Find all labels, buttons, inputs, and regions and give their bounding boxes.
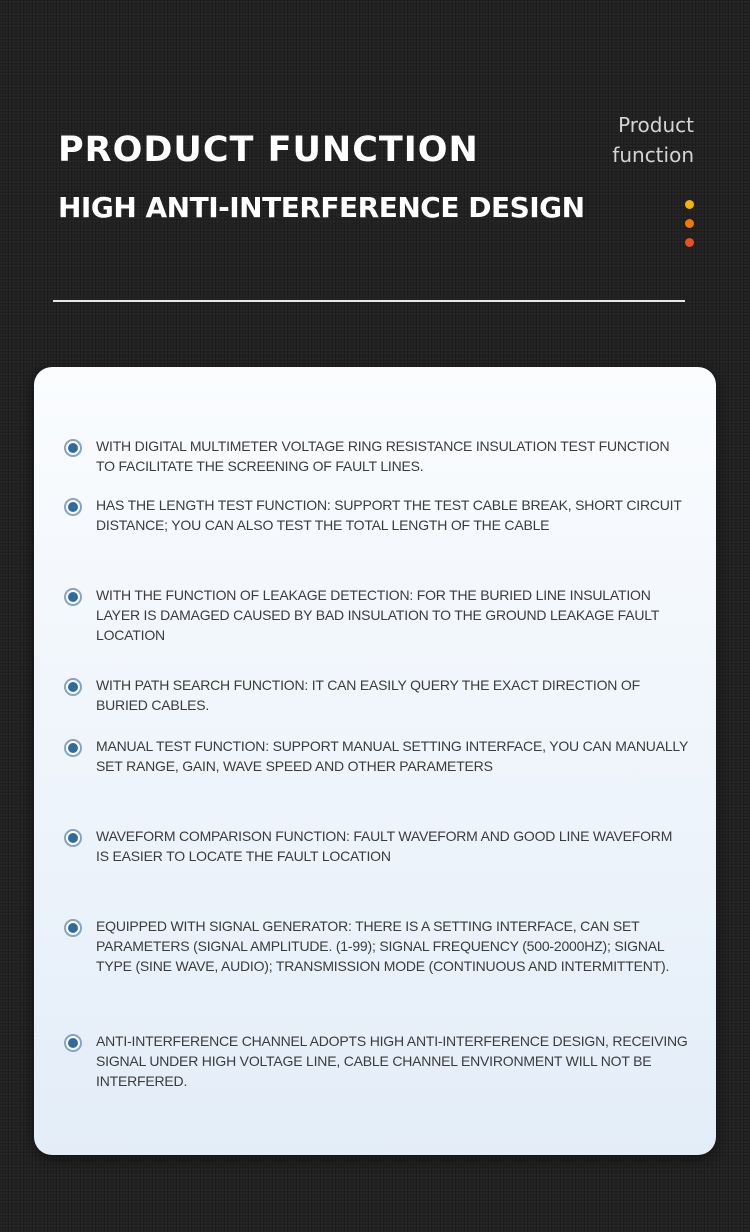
- accent-dot-orange: [685, 219, 694, 228]
- feature-text: EQUIPPED WITH SIGNAL GENERATOR: THERE IS A SETTING INTERFACE, CAN SET PARAMETERS (SIGNAL AMPLITUDE. (1-99); SIGNAL FREQUENCY (500-2000HZ); SIGNAL TYPE (SINE WAVE, AUDIO); TRANSMISSION MODE (CONTINUOUS AND INTERMITTENT).: [96, 918, 670, 974]
- feature-item: [62, 1031, 688, 1091]
- feature-text: WITH PATH SEARCH FUNCTION: IT CAN EASILY QUERY THE EXACT DIRECTION OF BURIED CABLES.: [96, 677, 640, 713]
- accent-dot-yellow: [685, 200, 694, 209]
- section-label-line-2: function: [612, 143, 694, 167]
- feature-item: [62, 585, 688, 645]
- feature-text: WAVEFORM COMPARISON FUNCTION: FAULT WAVEFORM AND GOOD LINE WAVEFORM IS EASIER TO LOCATE THE FAULT LOCATION: [96, 828, 673, 864]
- page-subtitle: HIGH ANTI-INTERFERENCE DESIGN: [58, 191, 585, 224]
- header-divider: [53, 300, 685, 302]
- section-label-line-1: Product: [618, 113, 694, 137]
- feature-text: WITH DIGITAL MULTIMETER VOLTAGE RING RESISTANCE INSULATION TEST FUNCTION TO FACILITATE THE SCREENING OF FAULT LINES.: [96, 438, 670, 474]
- feature-text: HAS THE LENGTH TEST FUNCTION: SUPPORT THE TEST CABLE BREAK, SHORT CIRCUIT DISTANCE; YOU CAN ALSO TEST THE TOTAL LENGTH OF THE CABLE: [96, 497, 682, 533]
- bullet-icon: [64, 439, 82, 457]
- accent-dots: [685, 200, 695, 257]
- section-label: [584, 110, 694, 170]
- bullet-icon: [64, 829, 82, 847]
- bullet-icon: [64, 588, 82, 606]
- feature-text: ANTI-INTERFERENCE CHANNEL ADOPTS HIGH ANTI-INTERFERENCE DESIGN, RECEIVING SIGNAL UNDER HIGH VOLTAGE LINE, CABLE CHANNEL ENVIRONMENT WILL NOT BE INTERFERED.: [96, 1033, 688, 1089]
- bullet-icon: [64, 919, 82, 937]
- feature-item: [62, 736, 688, 776]
- feature-item: [62, 675, 688, 715]
- feature-card: [34, 367, 716, 1155]
- feature-item: [62, 916, 688, 976]
- feature-item: [62, 826, 688, 866]
- feature-text: MANUAL TEST FUNCTION: SUPPORT MANUAL SETTING INTERFACE, YOU CAN MANUALLY SET RANGE, GAIN, WAVE SPEED AND OTHER PARAMETERS: [96, 738, 688, 774]
- bullet-icon: [64, 678, 82, 696]
- feature-text: WITH THE FUNCTION OF LEAKAGE DETECTION: FOR THE BURIED LINE INSULATION LAYER IS DAMAGED CAUSED BY BAD INSULATION TO THE GROUND LEAKAGE FAULT LOCATION: [96, 587, 659, 643]
- feature-item: [62, 436, 688, 476]
- accent-dot-red: [685, 238, 694, 247]
- page-title: PRODUCT FUNCTION: [58, 130, 479, 170]
- bullet-icon: [64, 1034, 82, 1052]
- bullet-icon: [64, 739, 82, 757]
- feature-item: [62, 495, 688, 535]
- bullet-icon: [64, 498, 82, 516]
